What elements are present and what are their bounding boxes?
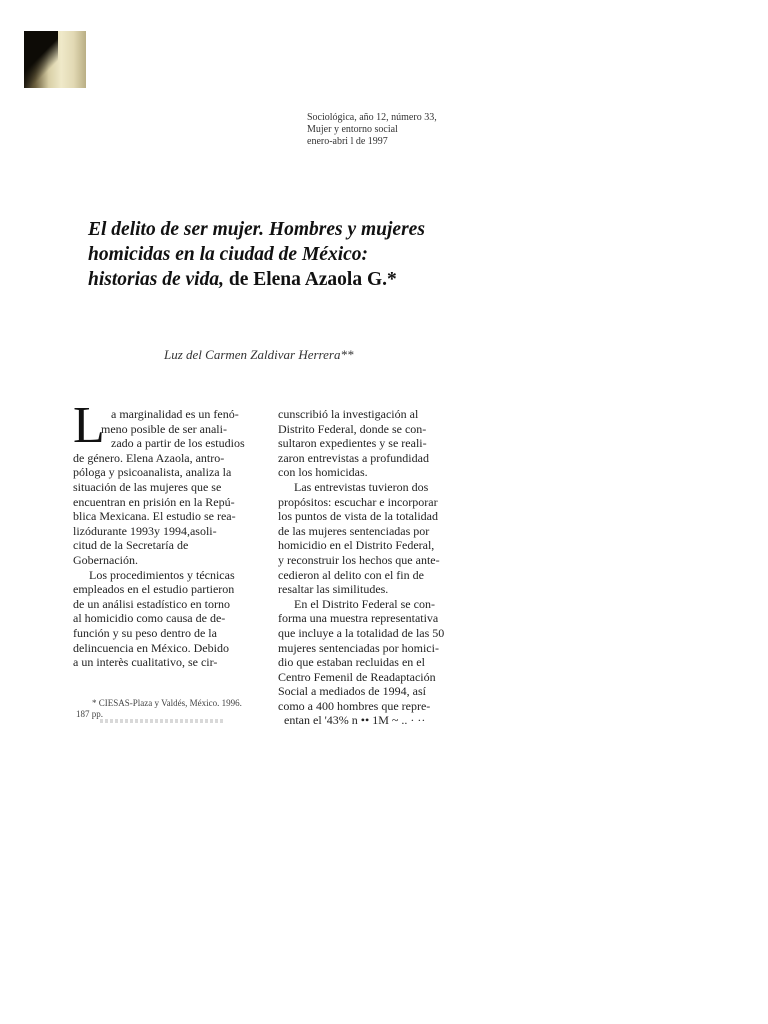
column1-line: de género. Elena Azaola, antro-	[73, 450, 225, 465]
column2-line: Centro Femenil de Readaptación	[278, 669, 436, 684]
column2-line: forma una muestra representativa	[278, 611, 439, 626]
column1-line: empleados en el estudio partieron	[73, 582, 235, 597]
column2-line: sultaron expedientes y se reali-	[278, 436, 427, 451]
column2-line: cunscribió la investigación al	[278, 407, 419, 421]
footnote-line-2: 187 pp.	[76, 709, 103, 719]
column2-line: que incluye a la totalidad de las 50	[278, 625, 445, 640]
column2-line: propósitos: escuchar e incorporar	[278, 494, 438, 509]
column1-line: de un análisi estadístico en torno	[73, 596, 230, 611]
column2-line: homicidio en el Distrito Federal,	[278, 538, 435, 553]
column2-line: resaltar las similitudes.	[278, 582, 389, 597]
title-italic-part: El delito de ser mujer. Hombres y mujeres homicidas en la ciudad de México: historias de vida,	[88, 219, 425, 290]
column2-line: entan el '43% n •• 1M ~ .. · ··	[284, 713, 426, 728]
faint-scan-line	[100, 719, 224, 723]
column2-line: como a 400 hombres que repre-	[278, 698, 431, 713]
column1-line: situación de las mujeres que se	[73, 479, 222, 494]
column1-line: Gobernación.	[73, 552, 138, 567]
text-column-1	[73, 407, 253, 670]
column1-line: al homicidio como causa de de-	[73, 611, 226, 626]
column1-line: a un interès cualitativo, se cir-	[73, 655, 218, 670]
column1-line: blica Mexicana. El estudio se rea-	[73, 509, 236, 524]
column1-line: función y su peso dentro de la	[73, 625, 217, 640]
column2-line: con los homicidas.	[278, 465, 368, 480]
column2-line: Social a mediados de 1994, así	[278, 684, 426, 699]
title-plain-part: de Elena Azaola G.*	[223, 269, 397, 290]
column1-line: lizódurante 1993y 1994,asoli-	[73, 523, 217, 538]
column2-line: En el Distrito Federal se con-	[294, 596, 435, 611]
column1-line: delincuencia en México. Debido	[73, 640, 229, 655]
column2-line: Las entrevistas tuvieron dos	[294, 479, 429, 494]
journal-line-3: enero-abri l de 1997	[307, 136, 388, 147]
journal-line-2: Mujer y entorno social	[307, 124, 398, 135]
thumbnail-fold	[24, 31, 58, 88]
column1-line: a marginalidad es un fenó-	[111, 407, 239, 421]
column2-line: los puntos de vista de la totalidad	[278, 509, 438, 524]
column1-line: zado a partir de los estudios	[111, 436, 245, 451]
column2-line: mujeres sentenciadas por homici-	[278, 640, 439, 655]
text-column-2	[278, 407, 458, 728]
column1-line: meno posible de ser anali-	[101, 421, 227, 436]
drop-cap: L	[73, 397, 105, 454]
journal-info	[307, 112, 437, 148]
column2-line: zaron entrevistas a profundidad	[278, 450, 429, 465]
author-name: Luz del Carmen Zaldivar Herrera**	[164, 347, 354, 362]
footnote-line-1: * CIESAS-Plaza y Valdés, México. 1996.	[92, 698, 242, 708]
column1-line: encuentran en prisión en la Repú-	[73, 494, 235, 509]
footnote	[76, 698, 242, 720]
column2-line: dio que estaban recluidas en el	[278, 655, 425, 670]
column2-line: de las mujeres sentenciadas por	[278, 523, 430, 538]
column1-line: Los procedimientos y técnicas	[89, 567, 235, 582]
column2-line: Distrito Federal, donde se con-	[278, 421, 427, 436]
page-thumbnail-image	[24, 31, 86, 88]
column2-line: y reconstruir los hechos que ante-	[278, 552, 440, 567]
column1-line: póloga y psicoanalista, analiza la	[73, 465, 232, 480]
column1-line: citud de la Secretaría de	[73, 538, 189, 553]
journal-line-1: Sociológica, año 12, número 33,	[307, 112, 437, 123]
article-title	[88, 217, 428, 292]
column2-line: cedieron al delito con el fin de	[278, 567, 424, 582]
